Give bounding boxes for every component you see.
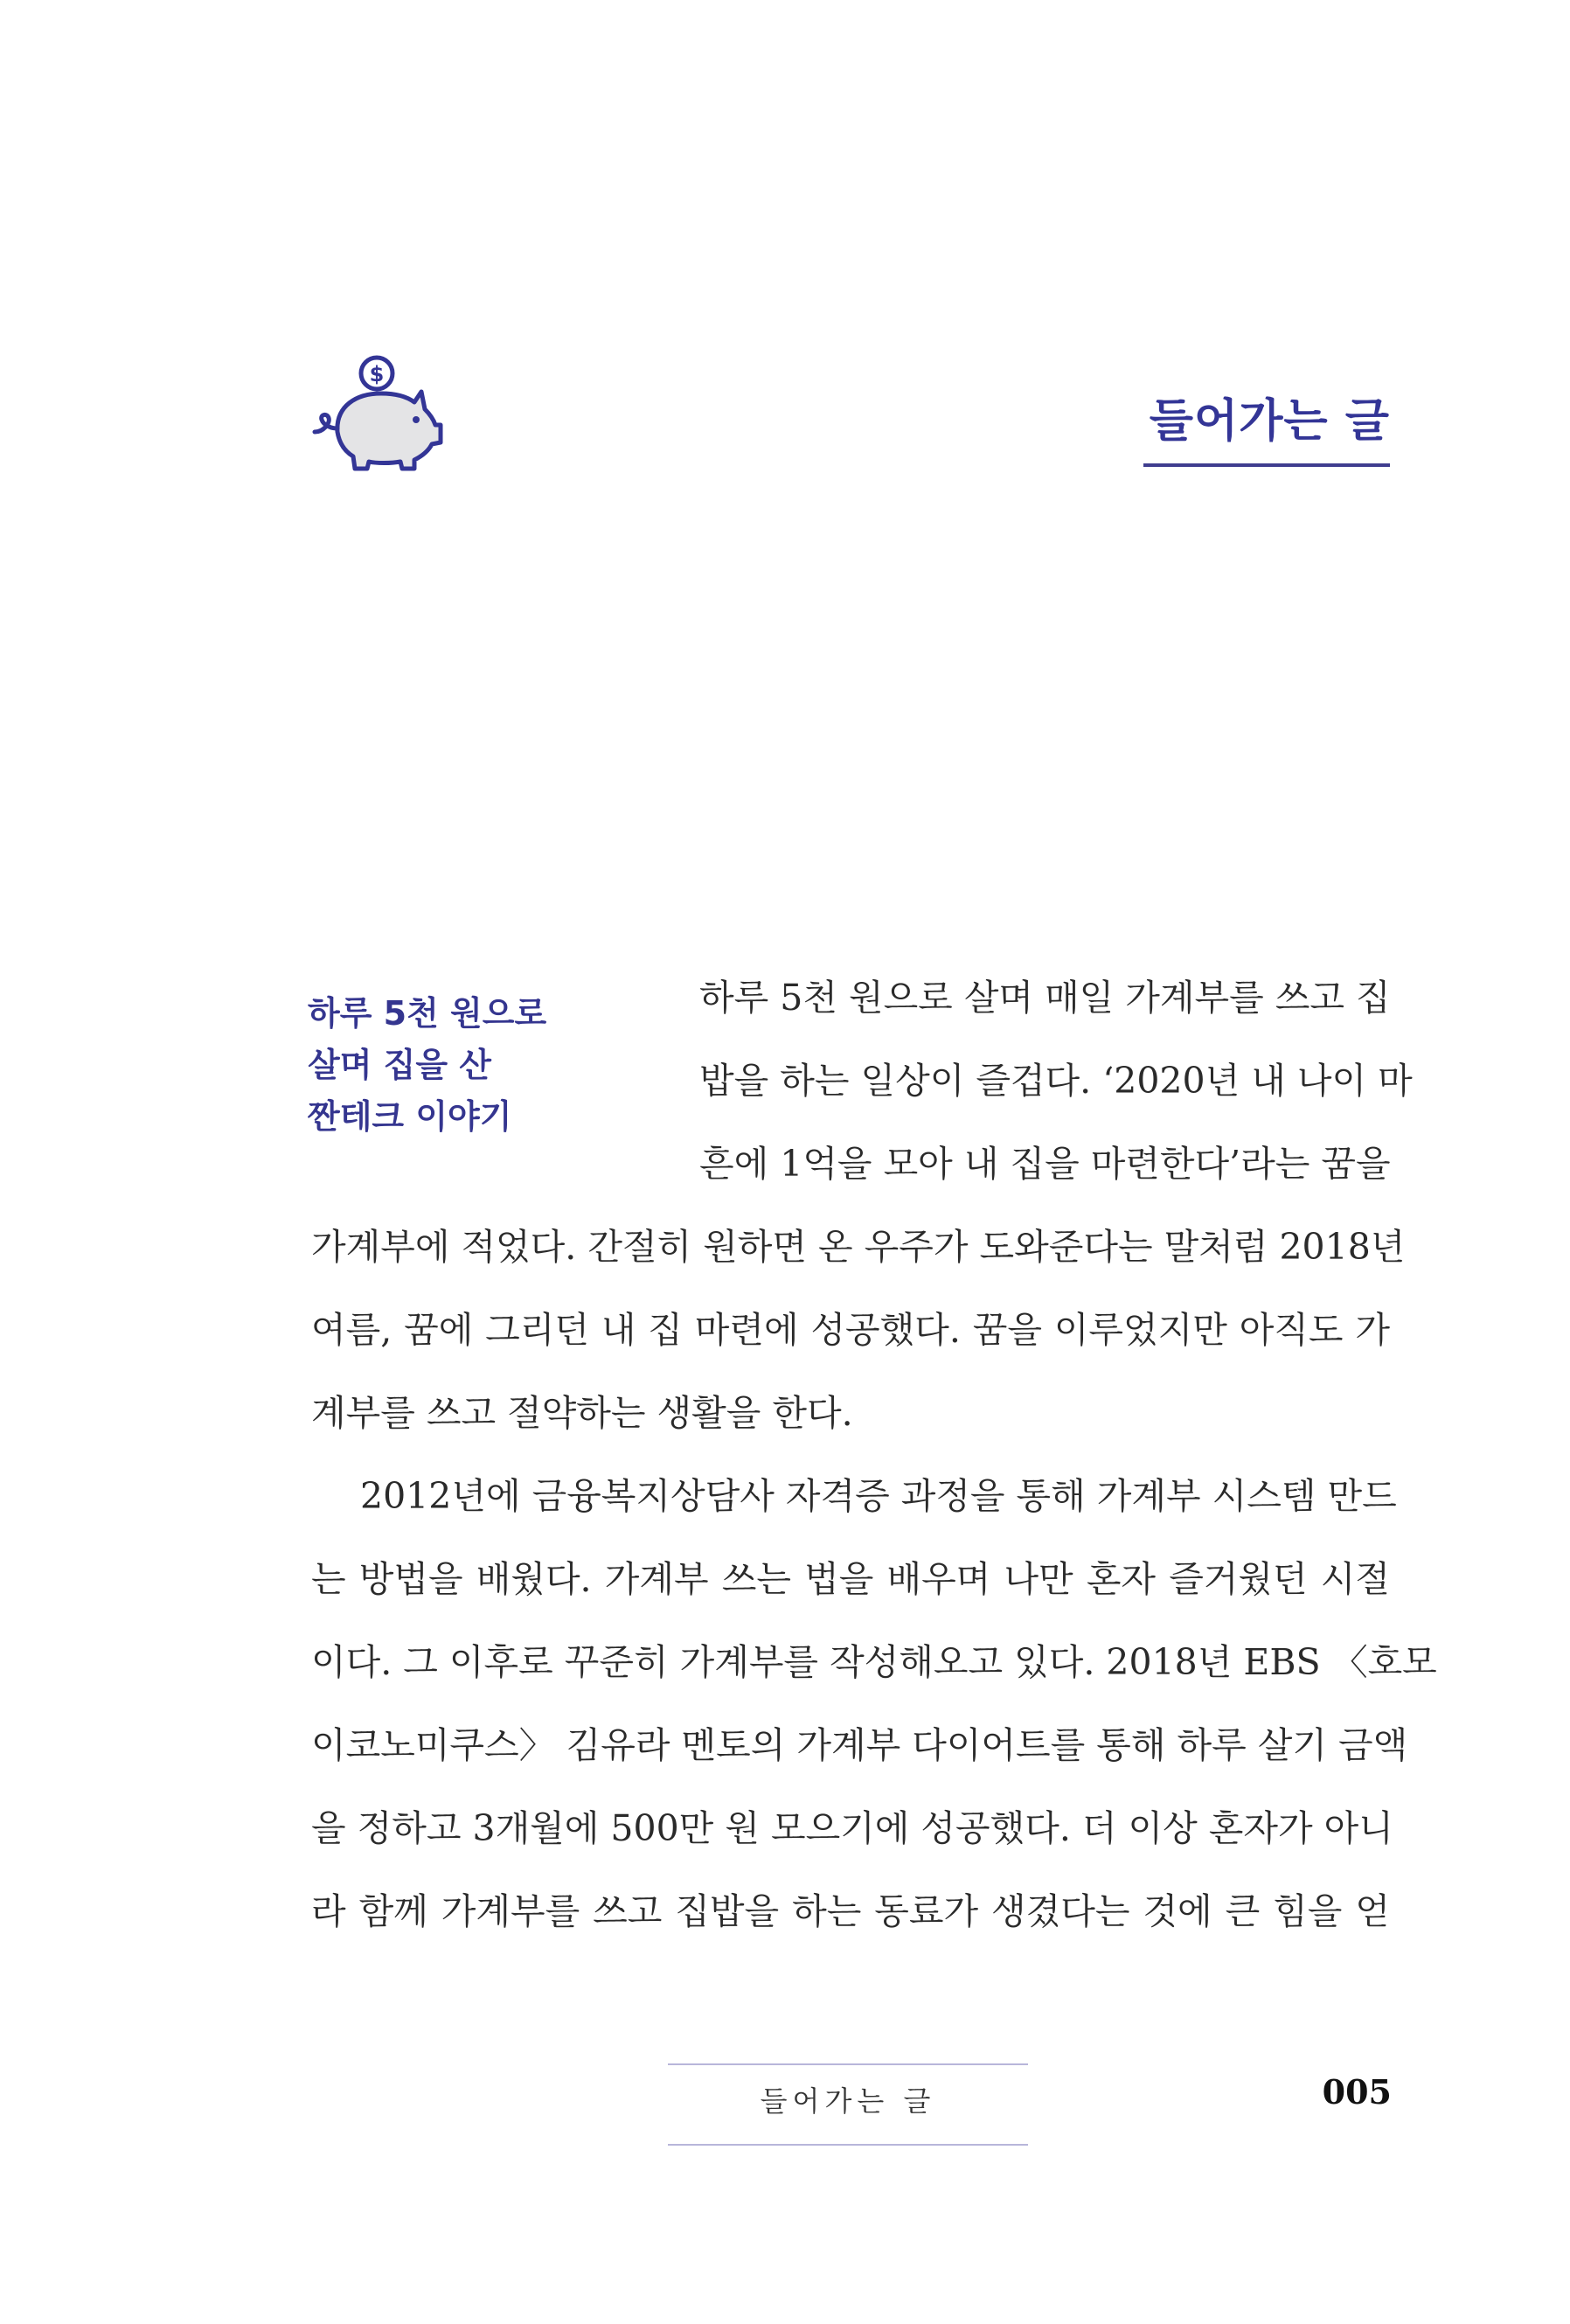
subtitle-line: 짠테크 이야기: [308, 1097, 512, 1136]
body-line: 는 방법을 배웠다. 가계부 쓰는 법을 배우며 나만 혼자 즐거웠던 시절: [311, 1558, 1390, 1600]
footer-top-rule: [668, 2063, 1028, 2065]
piggy-bank-coin-icon: [311, 351, 444, 474]
body-line: 밥을 하는 일상이 즐겁다. ‘2020년 내 나이 마: [699, 1060, 1413, 1102]
subtitle-line: 살며 집을 산: [308, 1046, 491, 1084]
chapter-title-heading: [1143, 381, 1390, 467]
body-line: 이코노미쿠스〉 김유라 멘토의 가계부 다이어트를 통해 하루 살기 금액: [311, 1724, 1408, 1766]
body-text: [311, 957, 1437, 1953]
body-line: 하루 5천 원으로 살며 매일 가계부를 쓰고 집: [699, 977, 1391, 1019]
footer-running-title: 들어가는 글: [760, 2084, 936, 2118]
body-line: 가계부에 적었다. 간절히 원하면 온 우주가 도와준다는 말처럼 2018년: [311, 1226, 1406, 1268]
body-line: 이다. 그 이후로 꾸준히 가계부를 작성해오고 있다. 2018년 EBS 〈호모: [311, 1641, 1437, 1683]
svg-text:$: $: [369, 362, 385, 386]
body-line: 흔에 1억을 모아 내 집을 마련한다’라는 꿈을: [699, 1143, 1391, 1185]
body-line: 라 함께 가계부를 쓰고 집밥을 하는 동료가 생겼다는 것에 큰 힘을 얻: [311, 1890, 1390, 1932]
footer-bottom-rule: [668, 2144, 1028, 2146]
body-line: 여름, 꿈에 그리던 내 집 마련에 성공했다. 꿈을 이루었지만 아직도 가: [311, 1309, 1390, 1351]
body-line: 2012년에 금융복지상담사 자격증 과정을 통해 가계부 시스템 만드: [360, 1475, 1397, 1517]
chapter-title-text: 들어가는 글: [1149, 395, 1390, 448]
body-line: 을 정하고 3개월에 500만 원 모으기에 성공했다. 더 이상 혼자가 아니: [311, 1807, 1393, 1849]
page-number: 005: [1322, 2072, 1392, 2112]
body-line: 계부를 쓰고 절약하는 생활을 한다.: [311, 1392, 853, 1434]
subtitle-line: 하루 5천 원으로: [308, 994, 547, 1033]
